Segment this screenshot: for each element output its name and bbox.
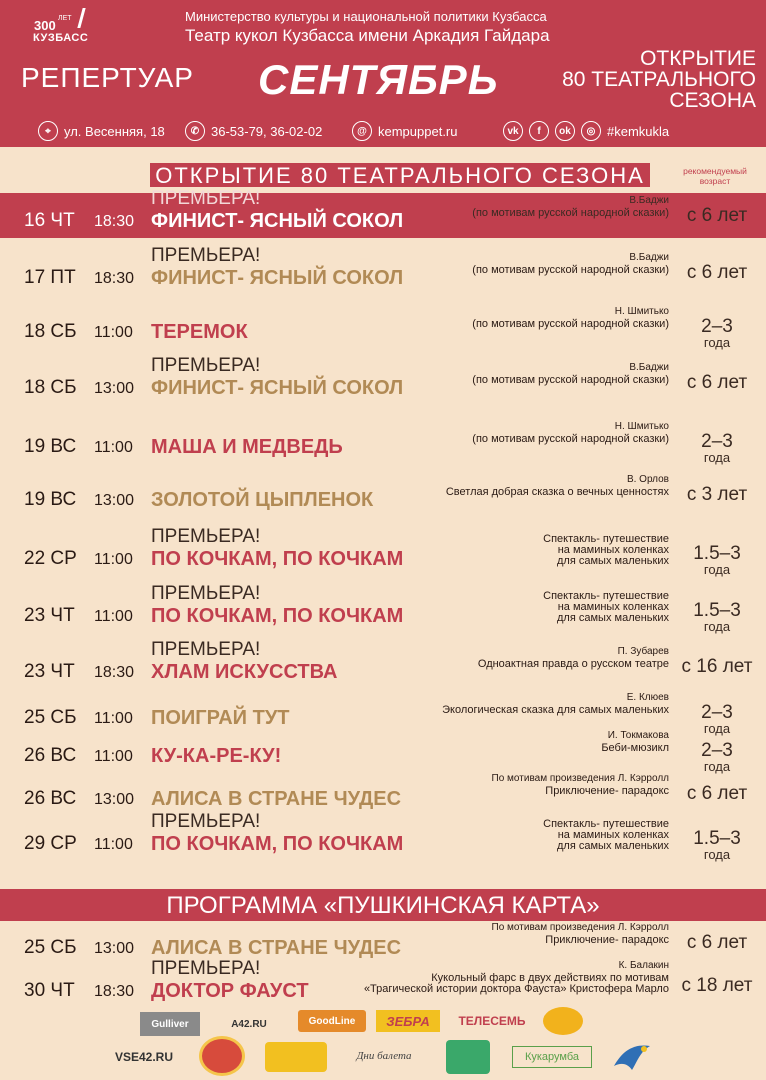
age-rating [672, 741, 762, 773]
header [0, 0, 766, 147]
show-time: 11:00 [94, 608, 133, 625]
age-value: с 6 лет [686, 205, 748, 226]
show-author: К. Балакин [618, 960, 669, 971]
show-author: По мотивам произведения Л. Кэрролл [491, 922, 669, 933]
sponsor-vse42[interactable]: VSE42.RU [114, 1050, 174, 1064]
show-time: 11:00 [94, 439, 133, 456]
opening-line-2: 80 ТЕАТРАЛЬНОГО [562, 68, 756, 91]
show-author: В.Баджи [629, 195, 669, 206]
logo-number: 300 [34, 18, 56, 33]
social-links [503, 118, 669, 144]
show-description: (по мотивам русской народной сказки) [472, 264, 669, 276]
premiere-label: ПРЕМЬЕРА! [151, 958, 261, 979]
show-description: (по мотивам русской народной сказки) [472, 374, 669, 386]
age-rating [672, 317, 762, 349]
month-title: СЕНТЯБРЬ [258, 56, 499, 103]
show-description: Кукольный фарс в двух действиях по мотивам «Трагической истории доктора Фауста» Кристофера Марло [363, 972, 669, 995]
age-value: 2–3 [701, 316, 733, 337]
odnoklassniki-icon[interactable]: ok [555, 121, 575, 141]
show-date: 23 ЧТ [24, 605, 75, 626]
show-title[interactable]: ДОКТОР ФАУСТ [151, 980, 309, 1002]
facebook-icon[interactable]: f [529, 121, 549, 141]
show-title[interactable]: ПО КОЧКАМ, ПО КОЧКАМ [151, 833, 404, 855]
show-description: Светлая добрая сказка о вечных ценностях [445, 486, 669, 498]
age-value: 2–3 [701, 702, 733, 723]
address[interactable] [38, 118, 165, 144]
bird-logo-icon[interactable] [610, 1040, 654, 1074]
age-unit: года [703, 721, 731, 736]
age-value: с 18 лет [681, 975, 753, 996]
show-title[interactable]: ФИНИСТ- ЯСНЫЙ СОКОЛ [151, 377, 404, 399]
age-rating [672, 703, 762, 735]
show-date: 16 ЧТ [24, 210, 75, 231]
show-description: Спектакль- путешествие на маминых коленках для самых маленьких [543, 533, 669, 567]
show-date: 23 ЧТ [24, 661, 75, 682]
age-value: 1.5–3 [693, 828, 741, 849]
show-title[interactable]: ПО КОЧКАМ, ПО КОЧКАМ [151, 548, 404, 570]
logo-sup: ЛЕТ [58, 15, 72, 22]
age-rating [672, 373, 762, 393]
show-description: Экологическая сказка для самых маленьких [442, 704, 669, 716]
age-unit: года [703, 562, 731, 577]
show-description: (по мотивам русской народной сказки) [472, 207, 669, 219]
sponsor-goodline[interactable]: GoodLine [298, 1010, 366, 1032]
show-date: 30 ЧТ [24, 980, 75, 1001]
age-value: с 6 лет [686, 932, 748, 953]
show-date: 18 СБ [24, 321, 77, 342]
show-author: Н. Шмитько [614, 306, 669, 317]
map-pin-icon: ⌖ [38, 121, 58, 141]
age-value: 1.5–3 [693, 600, 741, 621]
show-time: 11:00 [94, 551, 133, 568]
show-description: Приключение- парадокс [545, 934, 669, 946]
show-title[interactable]: ФИНИСТ- ЯСНЫЙ СОКОЛ [151, 210, 404, 232]
age-value: 2–3 [701, 431, 733, 452]
age-rating [672, 601, 762, 633]
sponsor-gulliver[interactable]: Gulliver [140, 1012, 200, 1036]
premiere-label: ПРЕМЬЕРА! [151, 526, 261, 547]
rec-line-2: возраст [699, 176, 731, 186]
logo-name: КУЗБАСС [33, 32, 89, 44]
show-date: 19 ВС [24, 489, 77, 510]
show-date: 25 СБ [24, 937, 77, 958]
age-rating [672, 206, 762, 226]
show-time: 13:00 [94, 380, 135, 397]
show-date: 25 СБ [24, 707, 77, 728]
section-opening-banner: ОТКРЫТИЕ 80 ТЕАТРАЛЬНОГО СЕЗОНА [150, 163, 650, 187]
age-rating [672, 933, 762, 953]
show-title[interactable]: КУ-КА-РЕ-КУ! [151, 745, 282, 767]
instagram-icon[interactable]: ◎ [581, 121, 601, 141]
premiere-label: ПРЕМЬЕРА! [151, 811, 261, 832]
show-description: Спектакль- путешествие на маминых коленках для самых маленьких [543, 818, 669, 852]
age-value: с 6 лет [686, 372, 748, 393]
phones[interactable] [185, 118, 322, 144]
sponsor-zebra[interactable]: ЗЕБРА [376, 1010, 440, 1032]
logo-stroke [77, 8, 85, 28]
show-author: В. Орлов [626, 474, 669, 485]
age-unit: года [703, 450, 731, 465]
show-time: 13:00 [94, 940, 135, 957]
show-time: 18:30 [94, 213, 135, 230]
age-value: 2–3 [701, 740, 733, 761]
contacts-bar [38, 118, 766, 144]
show-description: (по мотивам русской народной сказки) [472, 318, 669, 330]
show-description: Спектакль- путешествие на маминых коленках для самых маленьких [543, 590, 669, 624]
age-rating [672, 657, 762, 677]
show-description: Беби-мюзикл [601, 742, 669, 754]
sponsor-childrens-logo[interactable] [446, 1040, 490, 1074]
show-title[interactable]: ПО КОЧКАМ, ПО КОЧКАМ [151, 605, 404, 627]
repertoire-label: РЕПЕРТУАР [21, 62, 194, 93]
show-author: В.Баджи [629, 362, 669, 373]
premiere-label: ПРЕМЬЕРА! [151, 355, 261, 376]
age-unit: года [703, 847, 731, 862]
age-value: с 6 лет [686, 783, 748, 804]
show-date: 19 ВС [24, 436, 77, 457]
sponsor-telesem[interactable]: ТЕЛЕСЕМЬ [458, 1014, 526, 1028]
show-title[interactable]: АЛИСА В СТРАНЕ ЧУДЕС [151, 788, 402, 810]
sponsor-pinocchio-logo[interactable] [199, 1036, 245, 1076]
show-title[interactable]: ЗОЛОТОЙ ЦЫПЛЕНОК [151, 489, 374, 511]
season-opening [562, 48, 756, 111]
section-pushkin-card-banner: ПРОГРАММА «ПУШКИНСКАЯ КАРТА» [0, 889, 766, 921]
age-rating [672, 544, 762, 576]
show-date: 29 СР [24, 833, 77, 854]
show-time: 13:00 [94, 791, 135, 808]
show-author: П. Зубарев [617, 646, 669, 657]
show-author: Н. Шмитько [614, 421, 669, 432]
premiere-label: ПРЕМЬЕРА! [151, 188, 261, 209]
show-date: 17 ПТ [24, 267, 76, 288]
opening-line-1: ОТКРЫТИЕ [640, 47, 756, 70]
at-icon: @ [352, 121, 372, 141]
show-author: В.Баджи [629, 252, 669, 263]
age-rating [672, 976, 762, 996]
age-value: с 6 лет [686, 262, 748, 283]
phones-text: 36-53-79, 36-02-02 [211, 123, 323, 139]
sponsor-a42[interactable]: A42.RU [231, 1018, 267, 1030]
rec-line-1: рекомендуемый [683, 166, 747, 176]
age-rating [672, 784, 762, 804]
age-value: с 3 лет [686, 484, 748, 505]
hashtag-text: #kemkukla [607, 123, 670, 139]
premiere-label: ПРЕМЬЕРА! [151, 245, 261, 266]
age-rating [672, 485, 762, 505]
sponsor-circle-logo[interactable] [543, 1007, 583, 1035]
show-time: 18:30 [94, 664, 135, 681]
age-value: 1.5–3 [693, 543, 741, 564]
show-time: 11:00 [94, 710, 133, 727]
premiere-label: ПРЕМЬЕРА! [151, 583, 261, 604]
age-rating [672, 263, 762, 283]
show-author: По мотивам произведения Л. Кэрролл [491, 773, 669, 784]
age-unit: года [703, 335, 731, 350]
show-description: (по мотивам русской народной сказки) [472, 433, 669, 445]
sponsor-kukarumba[interactable]: Кукарумба [512, 1046, 592, 1068]
age-unit: года [703, 759, 731, 774]
site-text: kempuppet.ru [378, 123, 458, 139]
kuzbass-300-logo [30, 6, 94, 44]
address-text: ул. Весенняя, 18 [64, 123, 165, 139]
show-date: 22 СР [24, 548, 77, 569]
show-title[interactable]: АЛИСА В СТРАНЕ ЧУДЕС [151, 937, 402, 959]
website-link[interactable] [352, 118, 458, 144]
phone-icon: ✆ [185, 121, 205, 141]
show-date: 26 ВС [24, 788, 77, 809]
sponsor-days-of-ballet[interactable]: Дни балета [356, 1050, 412, 1062]
show-title[interactable]: ХЛАМ ИСКУССТВА [151, 661, 338, 683]
show-title[interactable]: ФИНИСТ- ЯСНЫЙ СОКОЛ [151, 267, 404, 289]
show-time: 11:00 [94, 836, 133, 853]
recommended-age-label [675, 166, 755, 186]
show-time: 11:00 [94, 324, 133, 341]
vk-icon[interactable]: vk [503, 121, 523, 141]
show-date: 26 ВС [24, 745, 77, 766]
show-author: Е. Клюев [626, 692, 669, 703]
age-rating [672, 432, 762, 464]
show-description: Приключение- парадокс [545, 785, 669, 797]
show-time: 13:00 [94, 492, 135, 509]
show-author: И. Токмакова [607, 730, 669, 741]
show-title[interactable]: МАША И МЕДВЕДЬ [151, 436, 343, 458]
theatre-name: Театр кукол Кузбасса имени Аркадия Гайдара [185, 26, 550, 45]
show-time: 11:00 [94, 748, 133, 765]
show-title[interactable]: ТЕРЕМОК [151, 321, 248, 343]
opening-line-3: СЕЗОНА [669, 89, 756, 112]
show-time: 18:30 [94, 983, 135, 1000]
age-unit: года [703, 619, 731, 634]
ministry-line: Министерство культуры и национальной политики Кузбасса [185, 9, 547, 24]
sponsor-baby-logo[interactable] [265, 1042, 327, 1072]
age-rating [672, 829, 762, 861]
show-description: Одноактная правда о русском театре [477, 658, 669, 670]
age-value: с 16 лет [681, 656, 753, 677]
show-title[interactable]: ПОИГРАЙ ТУТ [151, 707, 290, 729]
premiere-label: ПРЕМЬЕРА! [151, 639, 261, 660]
show-date: 18 СБ [24, 377, 77, 398]
show-time: 18:30 [94, 270, 135, 287]
